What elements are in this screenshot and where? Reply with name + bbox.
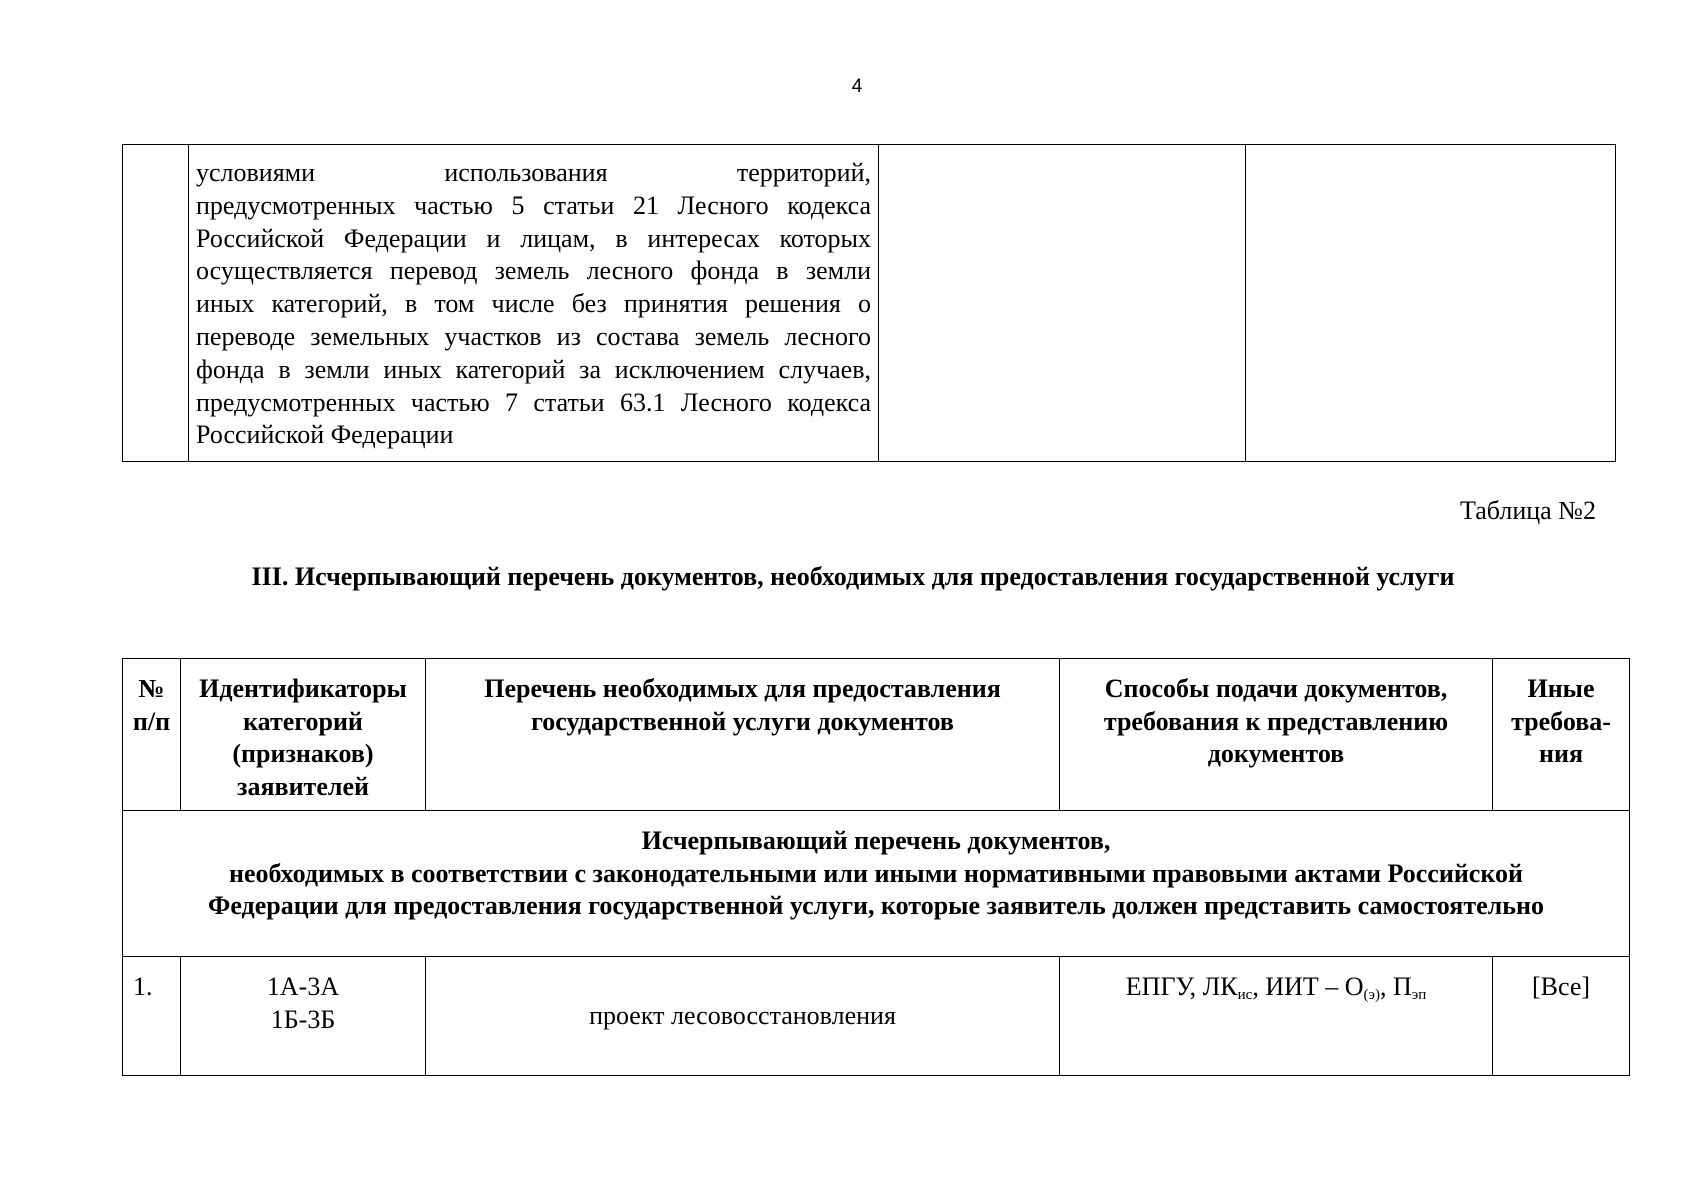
table-header-row [123, 659, 1630, 811]
header-other: Иные требова- ния [1493, 659, 1630, 811]
text-line: предусмотренных частью 7 статьи 63.1 Лесного кодекса [196, 387, 871, 417]
text-line: условиями использования территорий, [196, 158, 871, 187]
text-line: переводе земельных участков из состава земель лесного [196, 321, 871, 351]
row-identifiers: 1А-3А 1Б-3Б [181, 957, 426, 1076]
header-documents: Перечень необходимых для предоставления государственной услуги документов [426, 659, 1060, 811]
text-line: иных категорий, в том числе без принятия решения о [196, 289, 871, 319]
table-cell-empty [1246, 145, 1616, 462]
subheader-cell: Исчерпывающий перечень документов, необходимых в соответствии с законодательными или иными нормативными правовыми актами Российской Федерации для предоставления государственной услуги, которые заявитель должен представить самостоятельно [123, 811, 1630, 957]
documents-table [122, 658, 1630, 1076]
text-line: Российской Федерации и лицам, в интересах которых [196, 223, 871, 253]
row-other: [Все] [1493, 957, 1630, 1076]
text-line: осуществляется перевод земель лесного фонда в земли [196, 256, 871, 286]
table-subheader-row [123, 811, 1630, 957]
table-cell-number [123, 145, 189, 462]
table-label: Таблица №2 [1459, 496, 1596, 525]
header-identifiers: Идентификаторы категорий (признаков) заявителей [181, 659, 426, 811]
text-line: Российской Федерации [196, 420, 454, 450]
table-row [123, 957, 1630, 1076]
row-document: проект лесовосстановления [426, 957, 1060, 1076]
text-line: фонда в земли иных категорий за исключением случаев, [196, 354, 871, 384]
table-cell-empty [879, 145, 1246, 462]
table-cell-text [189, 145, 879, 462]
continuation-table [122, 144, 1616, 462]
table-row [123, 145, 1616, 462]
text-line: предусмотренных частью 5 статьи 21 Лесного кодекса [196, 190, 871, 220]
row-number: 1. [123, 957, 181, 1076]
header-number: № п/п [123, 659, 181, 811]
page-number: 4 [851, 76, 863, 97]
section-title: III. Исчерпывающий перечень документов, необходимых для предоставления государственной услуги [251, 562, 1455, 591]
row-methods: ЕПГУ, $ЛК_{ис}$, ИИТ – $О_{(э)}$, $П_{эп}$ [1060, 957, 1493, 1076]
header-methods: Способы подачи документов, требования к представлению документов [1060, 659, 1493, 811]
